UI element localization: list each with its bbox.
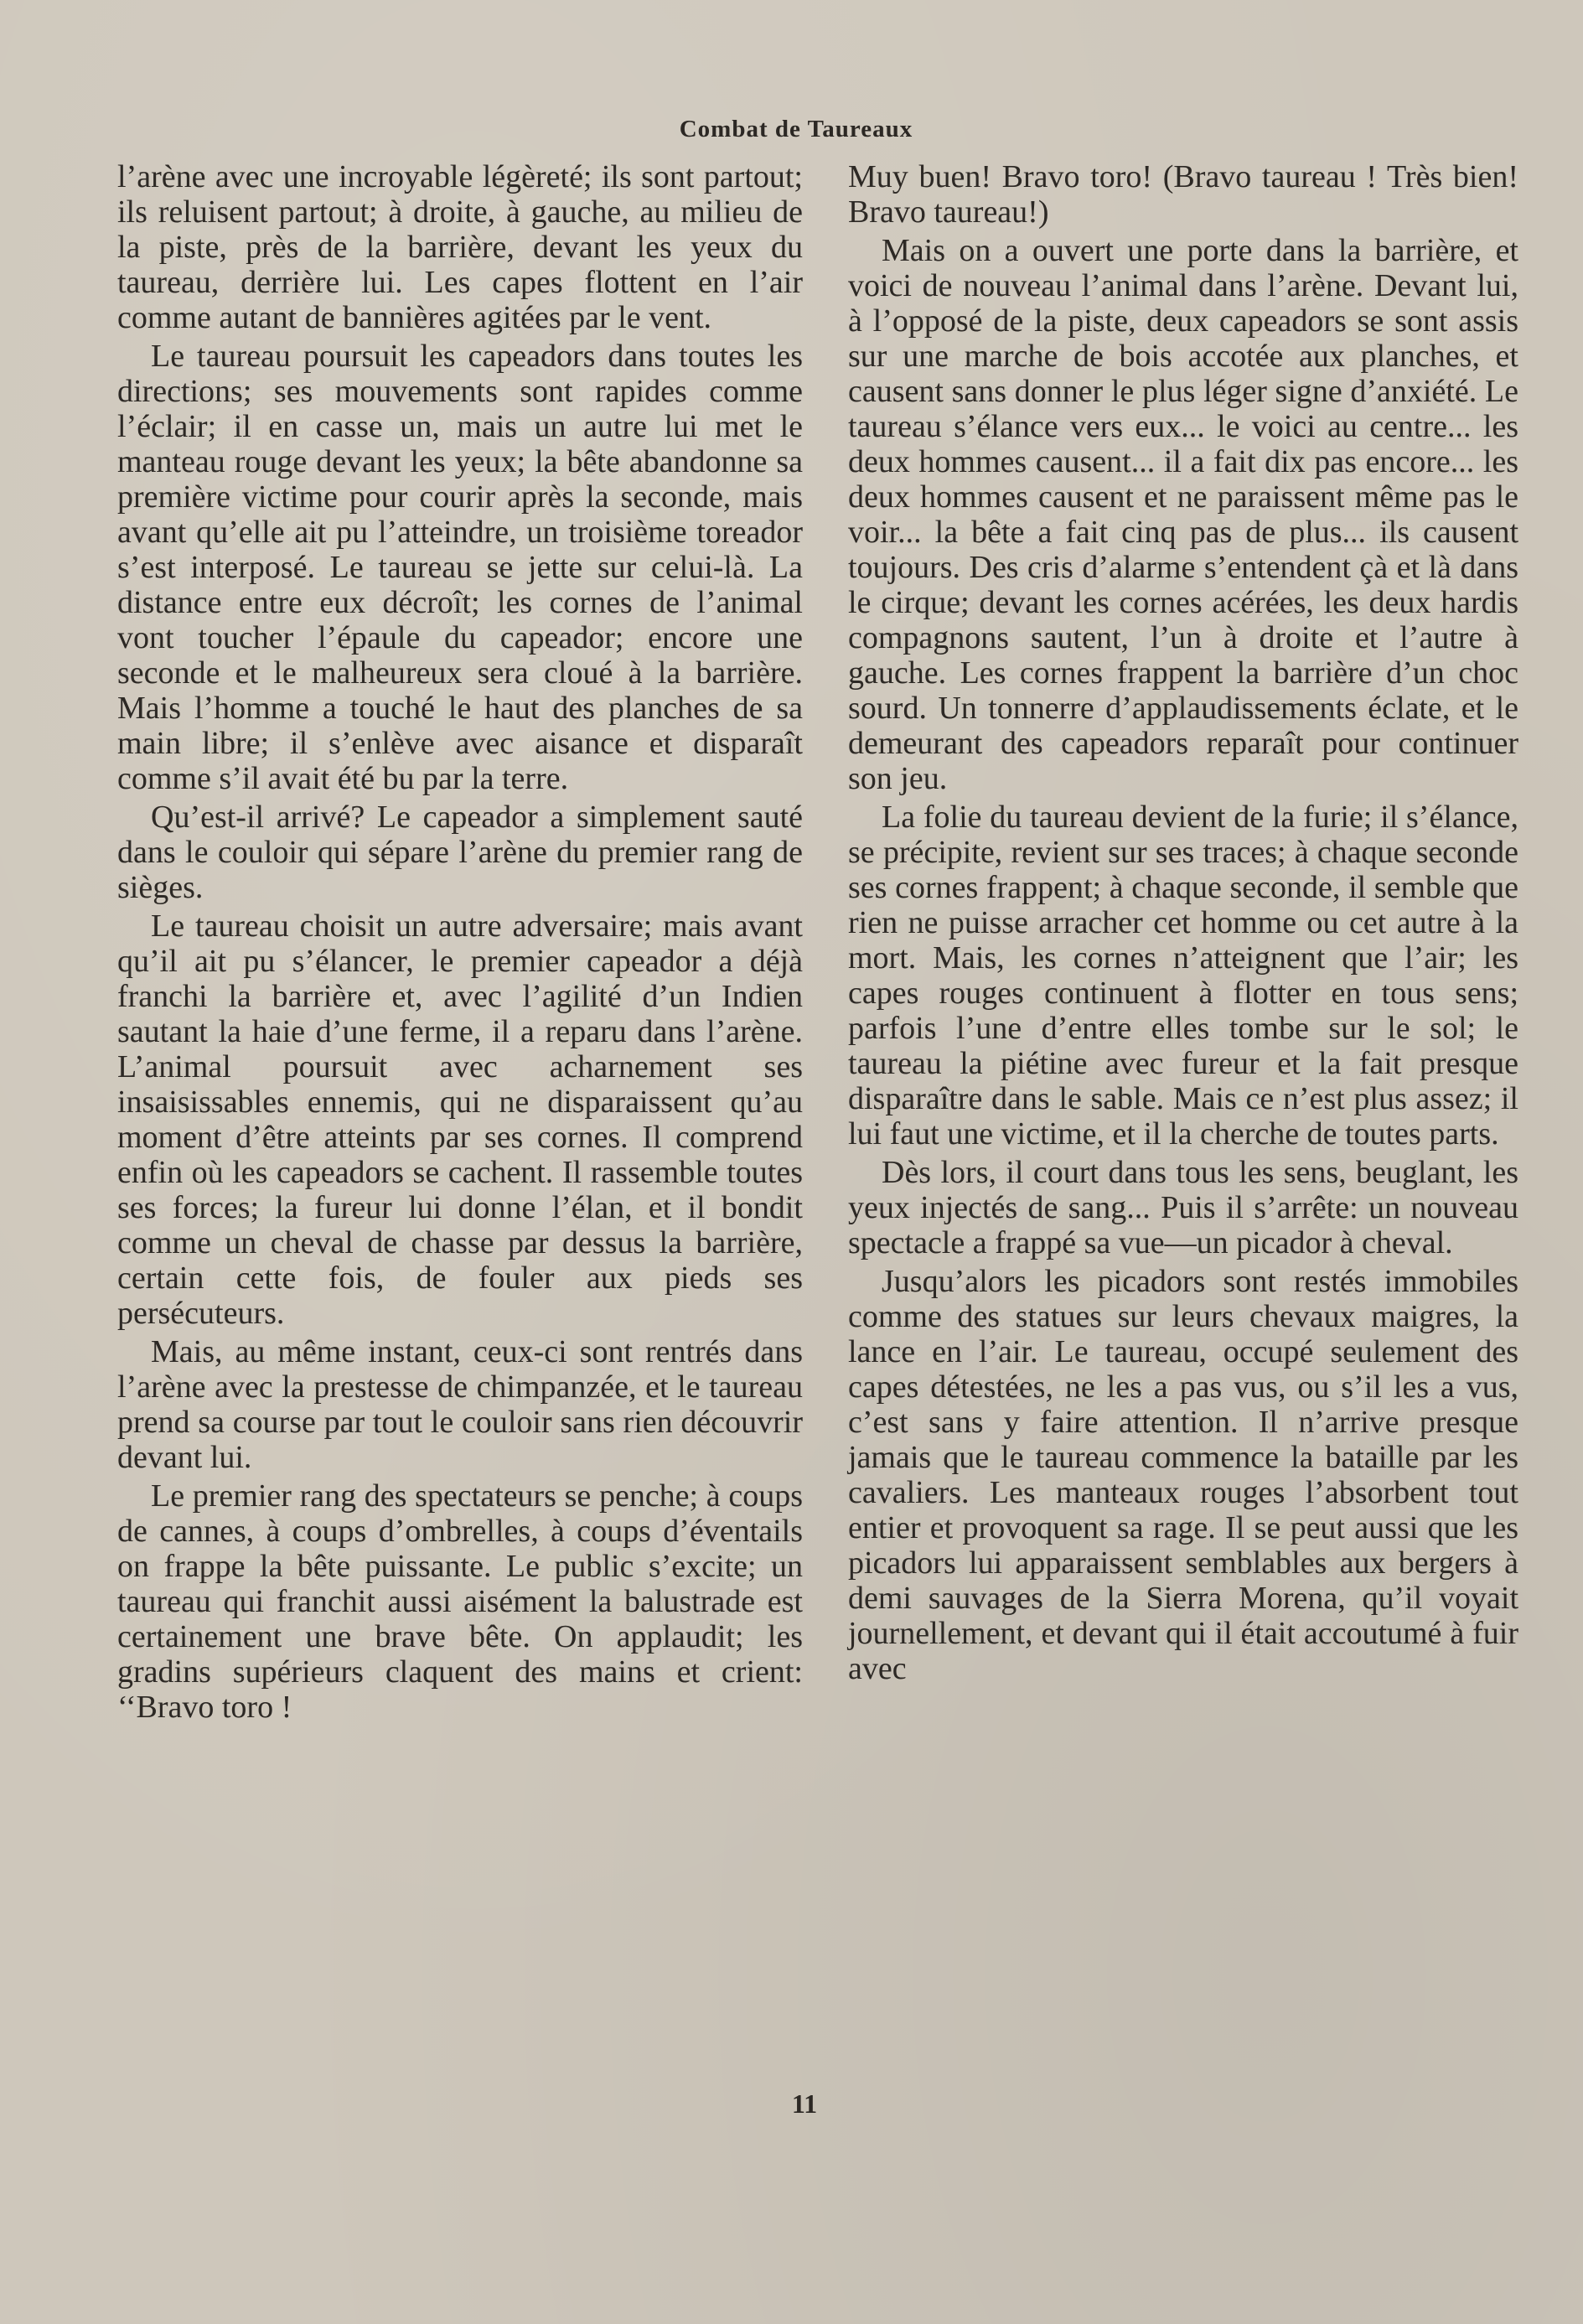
paragraph: l’arène avec une incroyable légèreté; ils sont partout; ils reluisent partout; à droite, à gauche, au milieu de la piste, près de la barrière, devant les yeux du taureau, derrière lui. Les capes flottent en l’air comme autant de bannières agitées par le vent. [117, 159, 803, 335]
running-head: Combat de Taureaux [679, 116, 913, 142]
paragraph: Qu’est-il arrivé? Le capeador a simplement sauté dans le couloir qui sépare l’arène du premier rang de sièges. [117, 800, 803, 905]
paragraph: Le premier rang des spectateurs se penche; à coups de cannes, à coups d’ombrelles, à coups d’éventails on frappe la bête puissante. Le public s’excite; un taureau qui franchit aussi aisément la balustrade est certainement une brave bête. On applaudit; les gradins supérieurs claquent des mains et crient: ‘‘Bravo toro ! [117, 1478, 803, 1725]
paragraph: Dès lors, il court dans tous les sens, beuglant, les yeux injectés de sang... Puis il s’arrête: un nouveau spectacle a frappé sa vue—un picador à cheval. [848, 1155, 1518, 1260]
right-column [848, 159, 1518, 1690]
paragraph: Mais on a ouvert une porte dans la barrière, et voici de nouveau l’animal dans l’arène. Devant lui, à l’opposé de la piste, deux capeadors se sont assis sur une marche de bois accotée aux planches, et causent sans donner le plus léger signe d’anxiété. Le taureau s’élance vers eux... le voici au centre... les deux hommes causent... il a fait dix pas encore... les deux hommes causent et ne paraissent même pas le voir... la bête a fait cinq pas de plus... ils causent toujours. Des cris d’alarme s’entendent çà et là dans le cirque; devant les cornes acérées, les deux hardis compagnons sautent, l’un à droite et l’autre à gauche. Les cornes frappent la barrière d’un choc sourd. Un tonnerre d’applaudissements éclate, et le demeurant des capeadors reparaît pour continuer son jeu. [848, 233, 1518, 796]
paragraph: La folie du taureau devient de la furie; il s’élance, se précipite, revient sur ses traces; à chaque seconde ses cornes frappent; à chaque seconde, il semble que rien ne puisse arracher cet homme ou cet autre à la mort. Mais, les cornes n’atteignent que l’air; les capes rouges continuent à flotter en tous sens; parfois l’une d’entre elles tombe sur le sol; le taureau la piétine avec fureur et la fait presque disparaître dans le sable. Mais ce n’est plus assez; il lui faut une victime, et il la cherche de toutes parts. [848, 800, 1518, 1152]
paragraph: Muy buen! Bravo toro! (Bravo taureau ! Très bien! Bravo taureau!) [848, 159, 1518, 230]
paragraph: Mais, au même instant, ceux-ci sont rentrés dans l’arène avec la prestesse de chimpanzée, et le taureau prend sa course par tout le couloir sans rien découvrir devant lui. [117, 1334, 803, 1475]
page-number: 11 [791, 2088, 818, 2119]
paragraph: Jusqu’alors les picadors sont restés immobiles comme des statues sur leurs chevaux maigres, la lance en l’air. Le taureau, occupé seulement des capes détestées, ne les a pas vus, ou s’il les a vus, c’est sans y faire attention. Il n’arrive presque jamais que le taureau commence la bataille par les cavaliers. Les manteaux rouges l’absorbent tout entier et provoquent sa rage. Il se peut aussi que les picadors lui apparaissent semblables aux bergers à demi sauvages de la Sierra Morena, qu’il voyait journellement, et devant qui il était accoutumé à fuir avec [848, 1264, 1518, 1686]
paragraph: Le taureau choisit un autre adversaire; mais avant qu’il ait pu s’élancer, le premier capeador a déjà franchi la barrière et, avec l’agilité d’un Indien sautant la haie d’une ferme, il a reparu dans l’arène. L’animal poursuit avec acharnement ses insaisissables ennemis, qui ne disparaissent qu’au moment d’être atteints par ses cornes. Il comprend enfin où les capeadors se cachent. Il rassemble toutes ses forces; la fureur lui donne l’élan, et il bondit comme un cheval de chasse par dessus la barrière, certain cette fois, de fouler aux pieds ses persécuteurs. [117, 908, 803, 1331]
left-column [117, 159, 803, 1728]
paragraph: Le taureau poursuit les capeadors dans toutes les directions; ses mouvements sont rapides comme l’éclair; il en casse un, mais un autre lui met le manteau rouge devant les yeux; la bête abandonne sa première victime pour courir après la seconde, mais avant qu’elle ait pu l’atteindre, un troisième toreador s’est interposé. Le taureau se jette sur celui-là. La distance entre eux décroît; les cornes de l’animal vont toucher l’épaule du capeador; encore une seconde et le malheureux sera cloué à la barrière. Mais l’homme a touché le haut des planches de sa main libre; il s’enlève avec aisance et disparaît comme s’il avait été bu par la terre. [117, 339, 803, 796]
